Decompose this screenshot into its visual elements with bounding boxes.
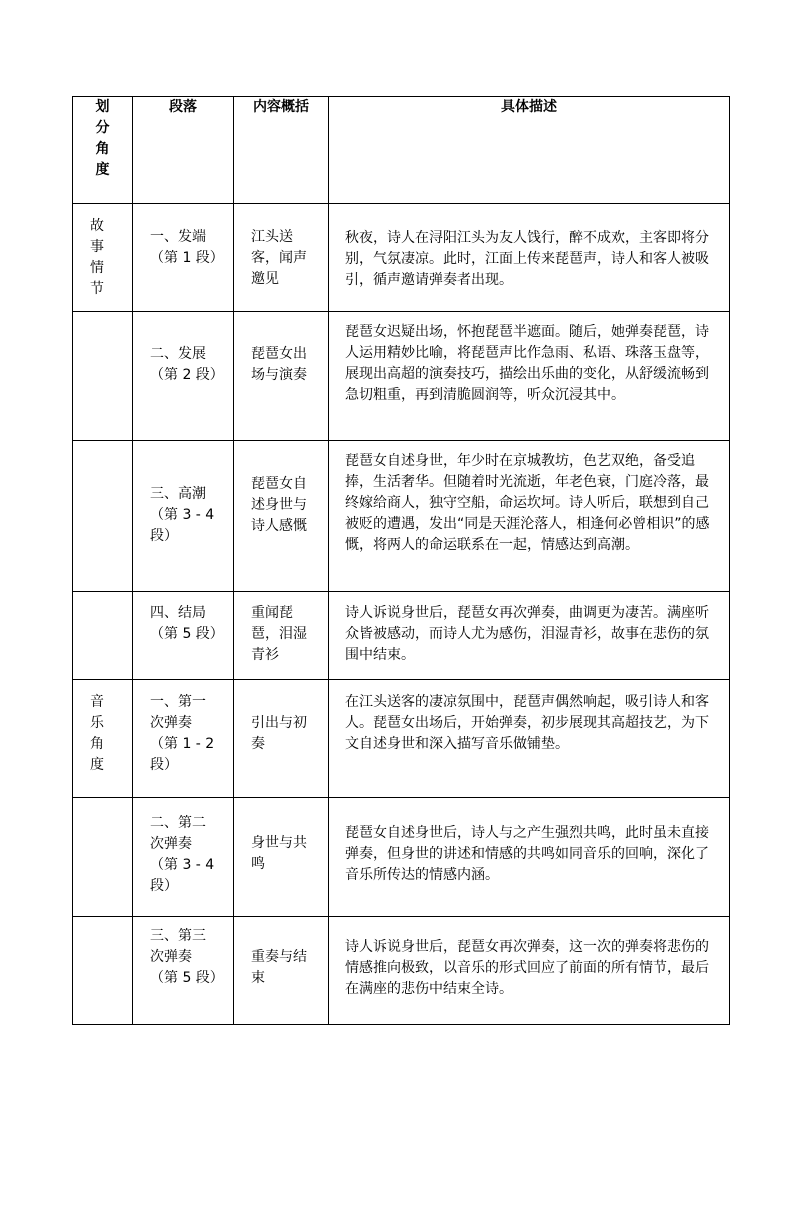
cell-angle (73, 592, 133, 680)
table-row (73, 441, 730, 592)
cell-angle (73, 917, 133, 1025)
cell-angle: 故事情节 (73, 204, 133, 312)
cell-description: 琵琶女迟疑出场，怀抱琵琶半遮面。随后，她弹奏琵琶，诗人运用精妙比喻，将琵琶声比作急雨、私语、珠落玉盘等，展现出高超的演奏技巧，描绘出乐曲的变化，从舒缓流畅到急切粗重，再到清脆圆润等，听众沉浸其中。 (329, 312, 730, 441)
cell-summary: 重闻琵琶，泪湿青衫 (234, 592, 329, 680)
cell-section: 一、发端（第 1 段） (133, 204, 234, 312)
cell-angle (73, 798, 133, 917)
cell-description: 秋夜，诗人在浔阳江头为友人饯行，醉不成欢，主客即将分别，气氛凄凉。此时，江面上传来琵琶声，诗人和客人被吸引，循声邀请弹奏者出现。 (329, 204, 730, 312)
cell-description: 琵琶女自述身世后，诗人与之产生强烈共鸣，此时虽未直接弹奏，但身世的讲述和情感的共鸣如同音乐的回响，深化了音乐所传达的情感内涵。 (329, 798, 730, 917)
cell-summary: 江头送客，闻声邀见 (234, 204, 329, 312)
header-summary: 内容概括 (234, 97, 329, 204)
cell-section: 二、第二次弹奏（第 3 - 4 段） (133, 798, 234, 917)
cell-description: 诗人诉说身世后，琵琶女再次弹奏，曲调更为凄苦。满座听众皆被感动，而诗人尤为感伤，泪湿青衫，故事在悲伤的氛围中结束。 (329, 592, 730, 680)
table-row (73, 312, 730, 441)
cell-section: 三、高潮（第 3 - 4 段） (133, 441, 234, 592)
table-row (73, 798, 730, 917)
cell-summary: 琵琶女出场与演奏 (234, 312, 329, 441)
table-header-row (73, 97, 730, 204)
table-row (73, 680, 730, 798)
cell-summary: 重奏与结束 (234, 917, 329, 1025)
cell-section: 二、发展（第 2 段） (133, 312, 234, 441)
cell-description: 在江头送客的凄凉氛围中，琵琶声偶然响起，吸引诗人和客人。琵琶女出场后，开始弹奏，初步展现其高超技艺，为下文自述身世和深入描写音乐做铺垫。 (329, 680, 730, 798)
table-row (73, 204, 730, 312)
table-row (73, 917, 730, 1025)
analysis-table (72, 96, 730, 1025)
header-angle: 划分角度 (73, 97, 133, 204)
cell-description: 琵琶女自述身世，年少时在京城教坊，色艺双绝，备受追捧，生活奢华。但随着时光流逝，年老色衰，门庭冷落，最终嫁给商人，独守空船，命运坎坷。诗人听后，联想到自己被贬的遭遇，发出“同是天涯沦落人，相逢何必曾相识”的感慨，将两人的命运联系在一起，情感达到高潮。 (329, 441, 730, 592)
cell-summary: 琵琶女自述身世与诗人感慨 (234, 441, 329, 592)
cell-angle (73, 312, 133, 441)
cell-angle: 音乐角度 (73, 680, 133, 798)
header-section: 段落 (133, 97, 234, 204)
cell-section: 一、第一次弹奏（第 1 - 2 段） (133, 680, 234, 798)
cell-section: 三、第三次弹奏（第 5 段） (133, 917, 234, 1025)
table-row (73, 592, 730, 680)
header-description: 具体描述 (329, 97, 730, 204)
cell-angle (73, 441, 133, 592)
cell-description: 诗人诉说身世后，琵琶女再次弹奏，这一次的弹奏将悲伤的情感推向极致，以音乐的形式回应了前面的所有情节，最后在满座的悲伤中结束全诗。 (329, 917, 730, 1025)
cell-summary: 身世与共鸣 (234, 798, 329, 917)
cell-section: 四、结局（第 5 段） (133, 592, 234, 680)
cell-summary: 引出与初奏 (234, 680, 329, 798)
